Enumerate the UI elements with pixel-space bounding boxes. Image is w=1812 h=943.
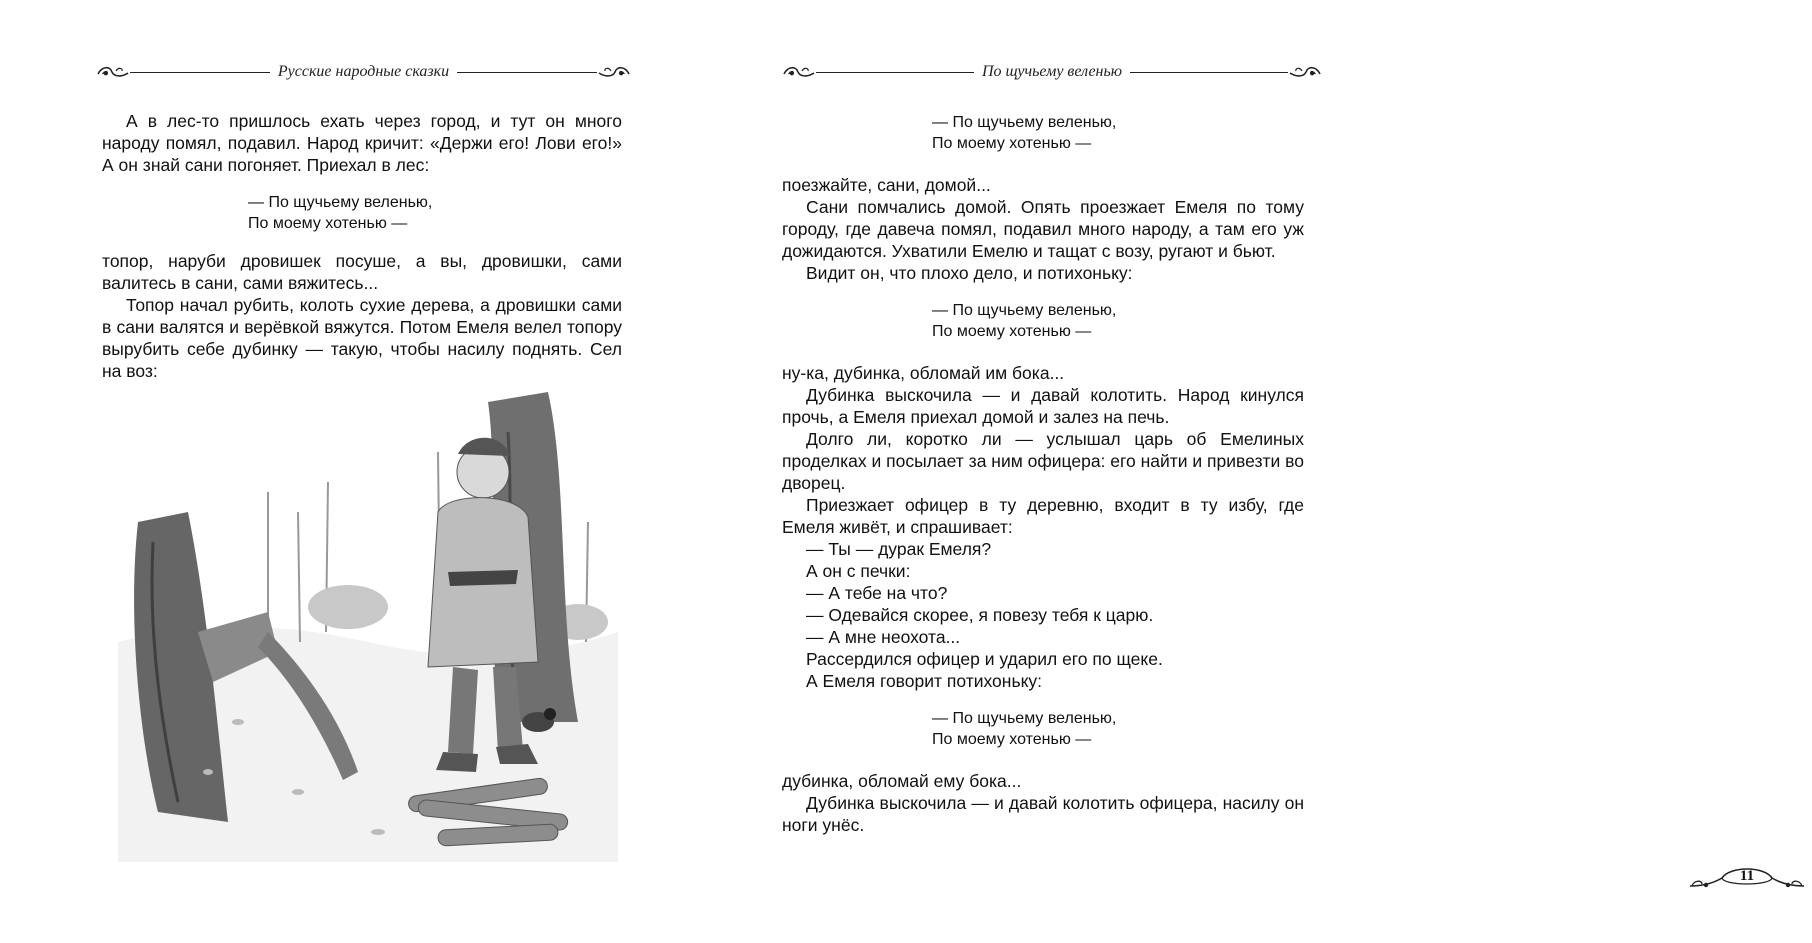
verse-line: По моему хотенью —: [932, 135, 1092, 152]
flourish-left-icon: [782, 62, 816, 82]
verse-block: [782, 692, 1304, 770]
paragraph: поезжайте, сани, домой...: [782, 175, 991, 195]
flourish-left-icon: [96, 62, 130, 82]
dialogue-line: — Одевайся скорее, я повезу тебя к царю.: [806, 605, 1154, 625]
dialogue-line: А Емеля говорит потихоньку:: [806, 671, 1043, 691]
right-page: [700, 0, 1755, 943]
paragraph: Сани помчались домой. Опять проезжает Емеля по тому городу, где давеча помял, подавил много народу, а там его уж дожидаются. Ухватили Емелю и тащат с возу, ругают и бьют.: [782, 197, 1304, 261]
dialogue-line: Рассердился офицер и ударил его по щеке.: [806, 649, 1163, 669]
verse-block: [782, 284, 1304, 362]
rule-line: [1130, 72, 1288, 73]
rule-line: [816, 72, 974, 73]
dialogue-line: — А тебе на что?: [806, 583, 948, 603]
paragraph: Дубинка выскочила — и давай колотить. Народ кинулся прочь, а Емеля приехал домой и залез на печь.: [782, 385, 1304, 427]
dialogue-line: А он с печки:: [806, 561, 911, 581]
paragraph: Приезжает офицер в ту деревню, входит в ту избу, где Емеля живёт, и спрашивает:: [782, 495, 1304, 537]
right-page-text: [782, 112, 1304, 836]
left-page: [0, 0, 700, 943]
verse-line: По моему хотенью —: [248, 215, 408, 232]
paragraph: топор, наруби дровишек посуше, а вы, дровишки, сами валитесь в сани, сами вяжитесь...: [102, 251, 622, 293]
paragraph: дубинка, обломай ему бока...: [782, 771, 1022, 791]
running-head-right: [782, 56, 1322, 88]
paragraph: ну-ка, дубинка, обломай им бока...: [782, 363, 1065, 383]
verse-block: [782, 112, 1304, 174]
illustration-emelya-in-forest: [118, 392, 618, 862]
paragraph: А в лес-то пришлось ехать через город, и тут он много народу помял, подавил. Народ кричит: «Держи его! Лови его!» А он знай сани погоняет. Приехал в лес:: [102, 111, 622, 175]
verse-block: [102, 176, 622, 250]
verse-line: — По щучьему веленью,: [248, 194, 433, 211]
running-head-title: По щучьему веленью: [981, 63, 1123, 80]
dialogue-line: — А мне неохота...: [806, 627, 961, 647]
running-head-left: [96, 56, 631, 88]
verse-line: По моему хотенью —: [932, 731, 1092, 748]
page-number-cartouche: [1682, 856, 1812, 900]
flourish-right-icon: [1288, 62, 1322, 82]
paragraph: Дубинка выскочила — и давай колотить офицера, насилу он ноги унёс.: [782, 793, 1304, 835]
flourish-right-icon: [597, 62, 631, 82]
rule-line: [130, 72, 270, 73]
running-head-title: Русские народные сказки: [277, 63, 450, 80]
dialogue-line: — Ты — дурак Емеля?: [806, 539, 992, 559]
page-number: 11: [1739, 868, 1755, 884]
verse-line: — По щучьему веленью,: [932, 114, 1117, 131]
left-page-text: [102, 110, 622, 382]
verse-line: — По щучьему веленью,: [932, 302, 1117, 319]
paragraph: Долго ли, коротко ли — услышал царь об Емелиных проделках и посылает за ним офицера: его найти и привезти во дворец.: [782, 429, 1305, 493]
paragraph: Видит он, что плохо дело, и потихоньку:: [806, 263, 1133, 283]
verse-line: — По щучьему веленью,: [932, 710, 1117, 727]
paragraph: Топор начал рубить, колоть сухие дерева, а дровишки сами в сани валятся и верёвкой вяжутся. Потом Емеля велел топору вырубить себе дубинку — такую, чтобы насилу поднять. Сел на воз:: [102, 295, 622, 381]
verse-line: По моему хотенью —: [932, 323, 1092, 340]
rule-line: [457, 72, 597, 73]
